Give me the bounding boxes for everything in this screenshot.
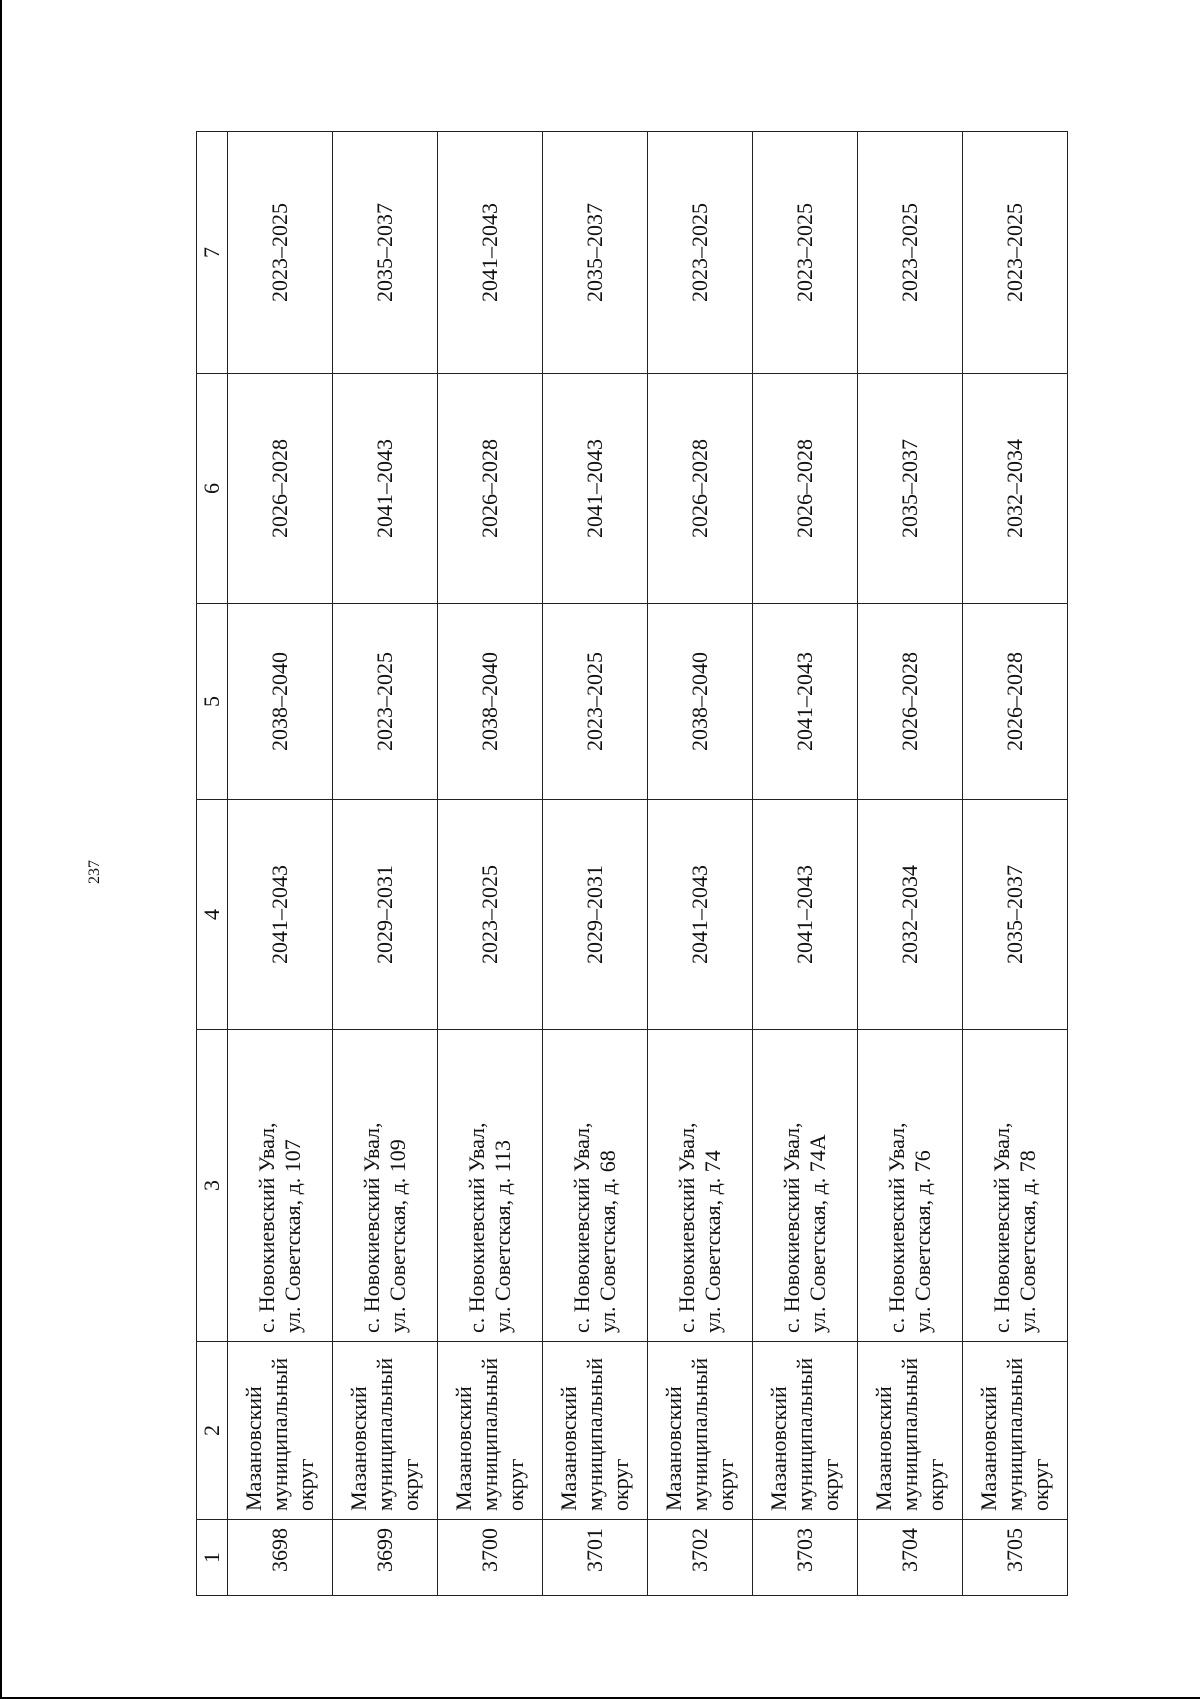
address-line: ул. Советская, д. 74 (700, 1150, 725, 1333)
address-cell (753, 1030, 858, 1342)
period-cell-col-7: 2023–2025 (228, 132, 333, 374)
rotated-table-frame (196, 132, 1068, 1596)
district-cell (648, 1342, 753, 1520)
district-line: Мазановский (661, 1386, 686, 1511)
district-line: муниципальный (687, 1357, 712, 1511)
address-line: с. Новокиевский Увал, (359, 1122, 384, 1333)
district-line: муниципальный (477, 1357, 502, 1511)
district-line: округ (608, 1458, 633, 1511)
period-cell-col-7: 2041–2043 (438, 132, 543, 374)
district-line: муниципальный (897, 1357, 922, 1511)
address-cell (648, 1030, 753, 1342)
district-line: округ (398, 1458, 423, 1511)
period-cell-col-5: 2041–2043 (753, 604, 858, 800)
period-cell-col-5: 2038–2040 (648, 604, 753, 800)
table-row (543, 132, 648, 1596)
row-number: 3701 (543, 1520, 648, 1596)
district-line: муниципальный (792, 1357, 817, 1511)
scan-edge-left (0, 0, 2, 1699)
address-line: ул. Советская, д. 74А (805, 1134, 830, 1333)
period-cell-col-5: 2038–2040 (228, 604, 333, 800)
district-cell (753, 1342, 858, 1520)
period-cell-col-7: 2023–2025 (858, 132, 963, 374)
period-cell-col-7: 2023–2025 (963, 132, 1068, 374)
table-row (858, 132, 963, 1596)
district-line: Мазановский (556, 1386, 581, 1511)
address-line: ул. Советская, д. 76 (910, 1150, 935, 1333)
address-cell (333, 1030, 438, 1342)
address-cell (438, 1030, 543, 1342)
column-header-7: 7 (197, 132, 228, 374)
district-line: округ (293, 1458, 318, 1511)
period-cell-col-7: 2023–2025 (648, 132, 753, 374)
row-number: 3703 (753, 1520, 858, 1596)
header-row (197, 132, 228, 1596)
district-line: округ (713, 1458, 738, 1511)
district-cell (543, 1342, 648, 1520)
district-cell (333, 1342, 438, 1520)
district-cell (228, 1342, 333, 1520)
column-header-5: 5 (197, 604, 228, 800)
period-cell-col-6: 2026–2028 (228, 374, 333, 604)
district-line: округ (923, 1458, 948, 1511)
district-cell (438, 1342, 543, 1520)
table-row (228, 132, 333, 1596)
table-row (753, 132, 858, 1596)
row-number: 3700 (438, 1520, 543, 1596)
schedule-table (196, 131, 1068, 1596)
address-line: ул. Советская, д. 113 (490, 1140, 515, 1333)
address-line: с. Новокиевский Увал, (989, 1122, 1014, 1333)
district-line: Мазановский (766, 1386, 791, 1511)
address-line: с. Новокиевский Увал, (464, 1122, 489, 1333)
district-line: округ (503, 1458, 528, 1511)
column-header-4: 4 (197, 800, 228, 1030)
district-line: Мазановский (451, 1386, 476, 1511)
district-line: муниципальный (267, 1357, 292, 1511)
period-cell-col-6: 2041–2043 (543, 374, 648, 604)
period-cell-col-7: 2023–2025 (753, 132, 858, 374)
address-line: ул. Советская, д. 109 (385, 1139, 410, 1333)
district-line: Мазановский (346, 1386, 371, 1511)
table-row (333, 132, 438, 1596)
period-cell-col-4: 2041–2043 (753, 800, 858, 1030)
address-line: с. Новокиевский Увал, (569, 1122, 594, 1333)
period-cell-col-4: 2029–2031 (543, 800, 648, 1030)
district-line: муниципальный (1002, 1357, 1027, 1511)
period-cell-col-7: 2035–2037 (543, 132, 648, 374)
page-number: 237 (86, 860, 103, 884)
district-line: округ (818, 1458, 843, 1511)
period-cell-col-6: 2026–2028 (753, 374, 858, 604)
period-cell-col-6: 2026–2028 (648, 374, 753, 604)
district-cell (963, 1342, 1068, 1520)
period-cell-col-6: 2032–2034 (963, 374, 1068, 604)
address-line: ул. Советская, д. 68 (595, 1150, 620, 1333)
address-line: с. Новокиевский Увал, (254, 1122, 279, 1333)
period-cell-col-5: 2026–2028 (963, 604, 1068, 800)
period-cell-col-4: 2023–2025 (438, 800, 543, 1030)
period-cell-col-6: 2041–2043 (333, 374, 438, 604)
period-cell-col-5: 2026–2028 (858, 604, 963, 800)
row-number: 3699 (333, 1520, 438, 1596)
period-cell-col-5: 2023–2025 (333, 604, 438, 800)
column-header-2: 2 (197, 1342, 228, 1520)
table-row (438, 132, 543, 1596)
row-number: 3698 (228, 1520, 333, 1596)
period-cell-col-5: 2023–2025 (543, 604, 648, 800)
district-line: округ (1028, 1458, 1053, 1511)
period-cell-col-6: 2035–2037 (858, 374, 963, 604)
district-cell (858, 1342, 963, 1520)
address-line: ул. Советская, д. 107 (280, 1139, 305, 1333)
address-cell (228, 1030, 333, 1342)
row-number: 3702 (648, 1520, 753, 1596)
column-header-1: 1 (197, 1520, 228, 1596)
period-cell-col-4: 2041–2043 (228, 800, 333, 1030)
address-line: с. Новокиевский Увал, (674, 1122, 699, 1333)
address-line: ул. Советская, д. 78 (1015, 1150, 1040, 1333)
address-line: с. Новокиевский Увал, (884, 1122, 909, 1333)
period-cell-col-7: 2035–2037 (333, 132, 438, 374)
period-cell-col-4: 2035–2037 (963, 800, 1068, 1030)
address-line: с. Новокиевский Увал, (779, 1122, 804, 1333)
period-cell-col-4: 2032–2034 (858, 800, 963, 1030)
row-number: 3705 (963, 1520, 1068, 1596)
table-body (228, 132, 1068, 1596)
period-cell-col-5: 2038–2040 (438, 604, 543, 800)
address-cell (963, 1030, 1068, 1342)
district-line: муниципальный (372, 1357, 397, 1511)
district-line: Мазановский (871, 1386, 896, 1511)
address-cell (543, 1030, 648, 1342)
district-line: Мазановский (976, 1386, 1001, 1511)
table-row (648, 132, 753, 1596)
address-cell (858, 1030, 963, 1342)
district-line: муниципальный (582, 1357, 607, 1511)
period-cell-col-4: 2041–2043 (648, 800, 753, 1030)
period-cell-col-4: 2029–2031 (333, 800, 438, 1030)
district-line: Мазановский (241, 1386, 266, 1511)
period-cell-col-6: 2026–2028 (438, 374, 543, 604)
column-header-3: 3 (197, 1030, 228, 1342)
column-header-6: 6 (197, 374, 228, 604)
table-container (196, 132, 1068, 1596)
table-row (963, 132, 1068, 1596)
row-number: 3704 (858, 1520, 963, 1596)
